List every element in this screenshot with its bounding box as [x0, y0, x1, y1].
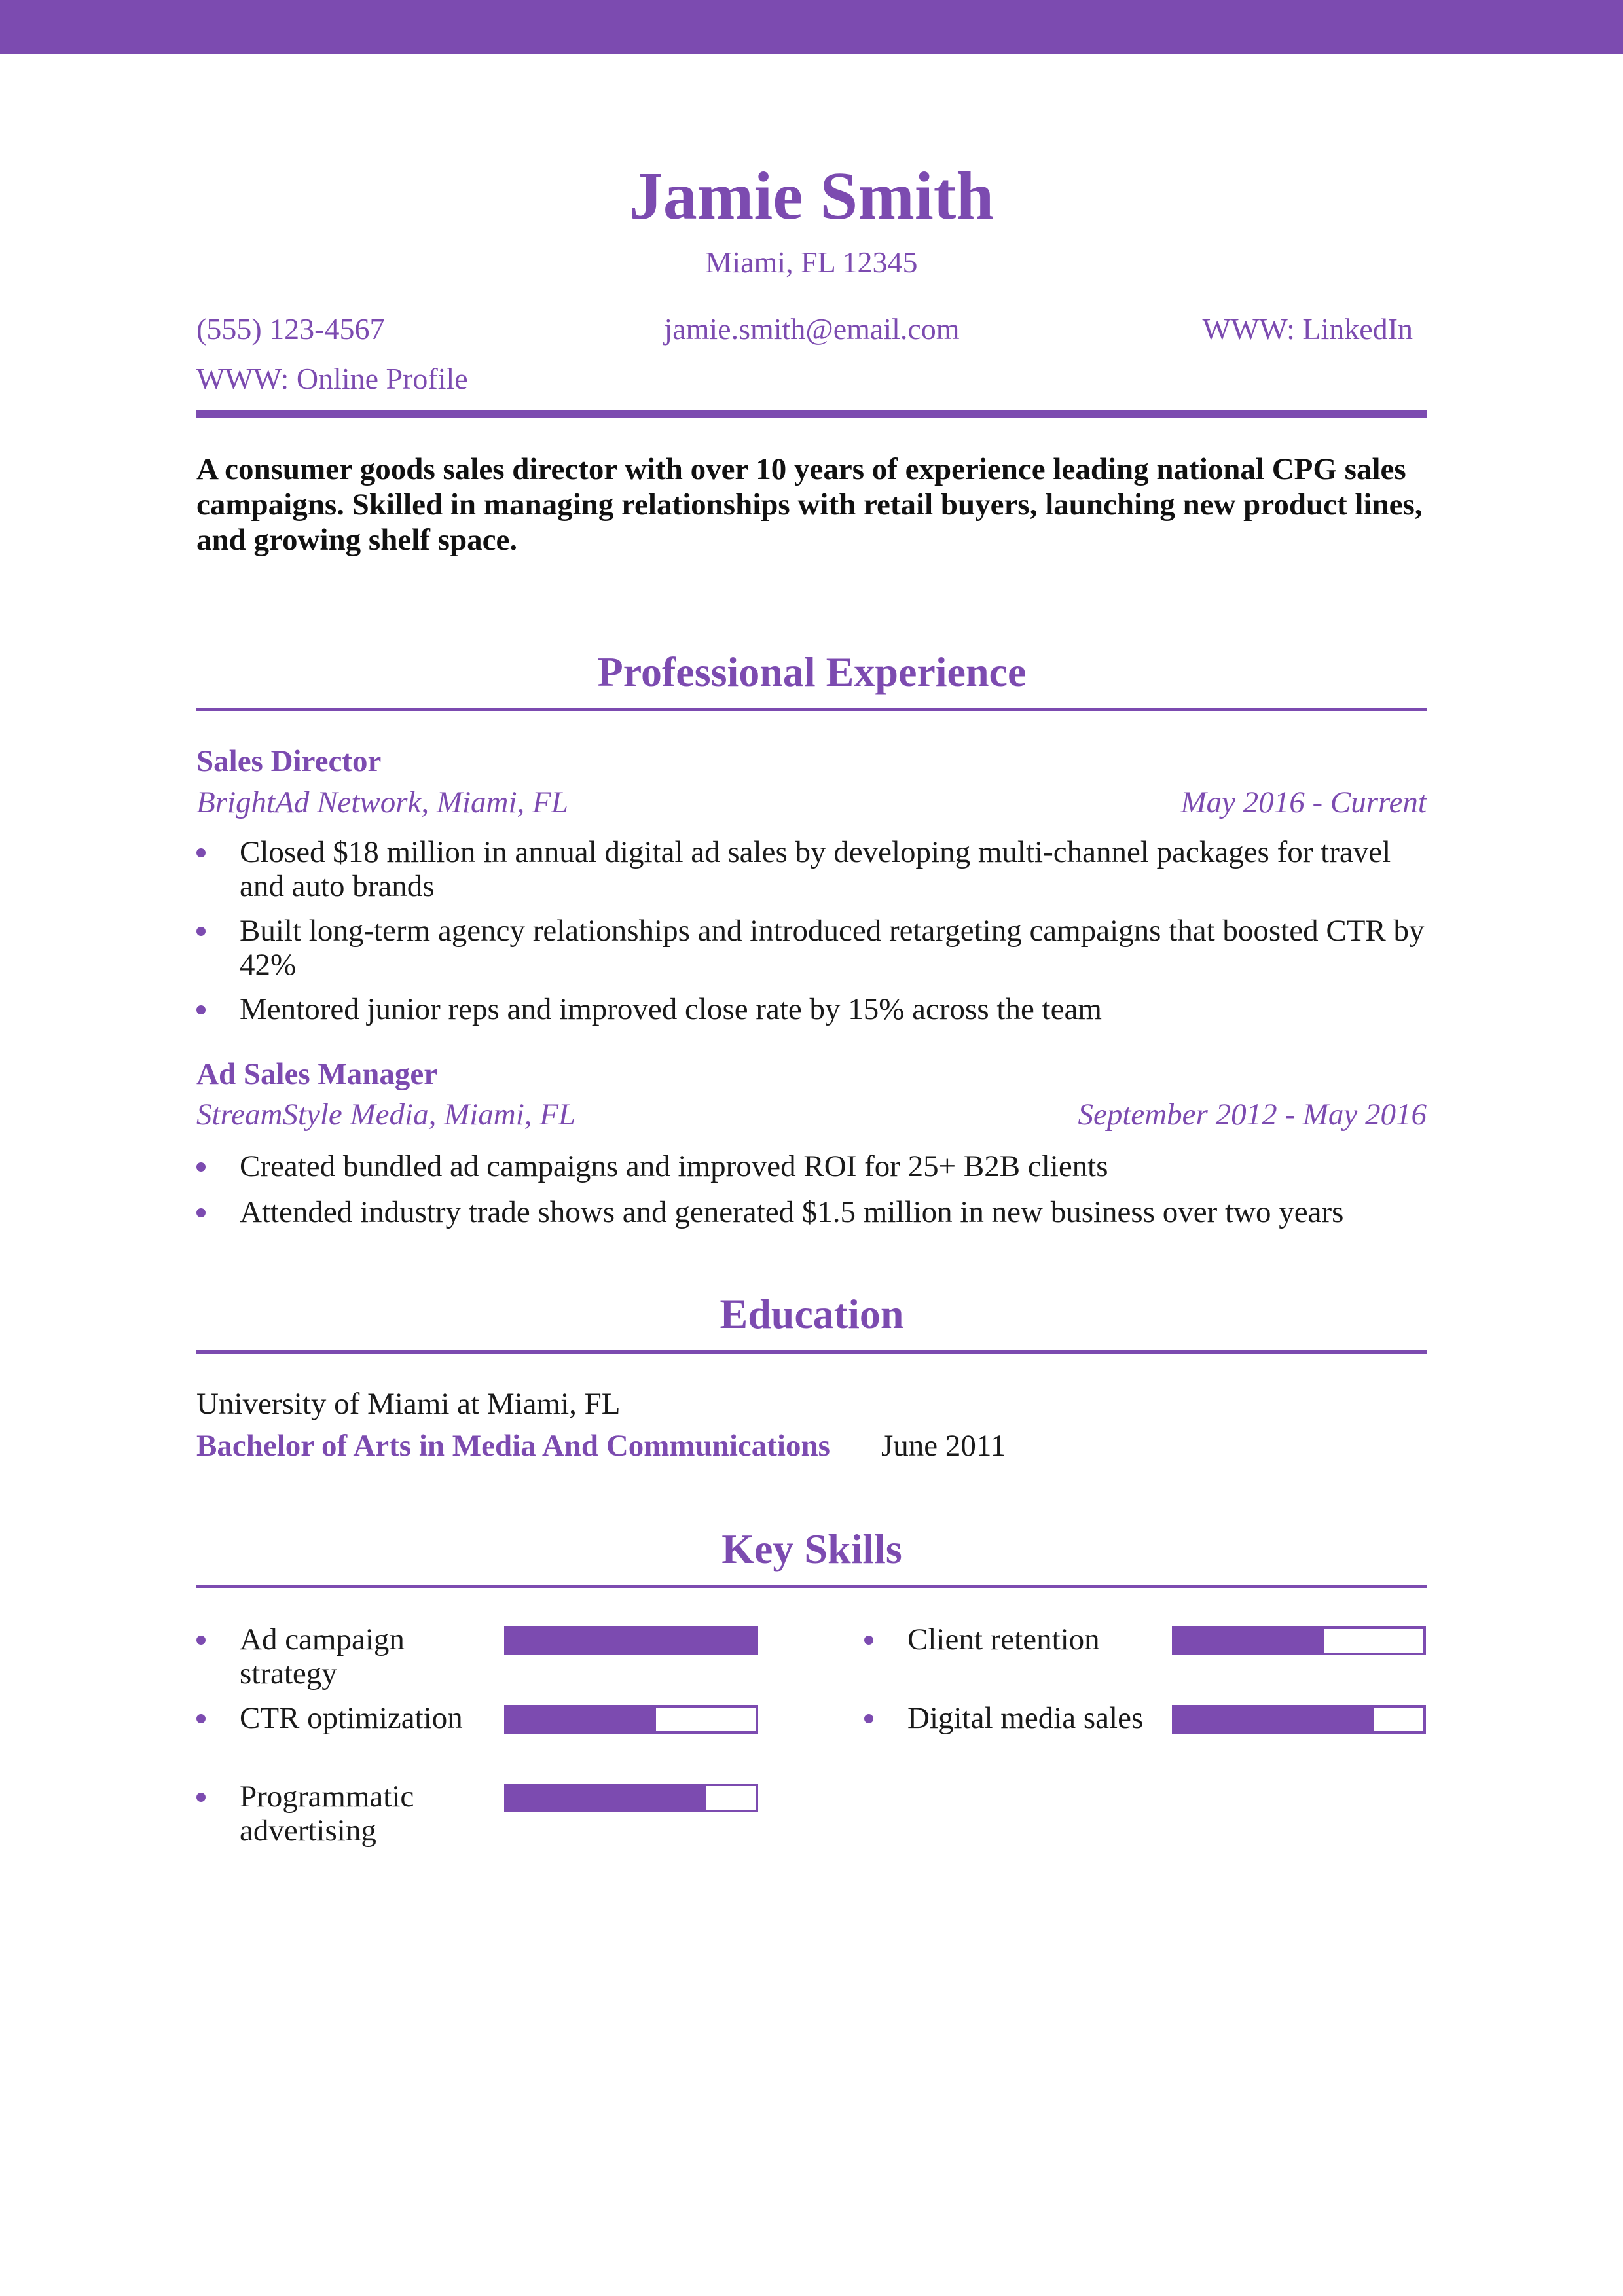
candidate-name: Jamie Smith [629, 158, 994, 234]
skills-divider [196, 1585, 1427, 1588]
bullet-dot-icon [196, 1793, 206, 1802]
education-date: June 2011 [881, 1429, 1006, 1463]
bullet-dot-icon [196, 1208, 206, 1217]
bullet-dot-icon [196, 927, 206, 936]
skill-level-bar [504, 1705, 758, 1734]
skill-level-bar [1172, 1705, 1426, 1734]
skills-section-title: Key Skills [721, 1526, 902, 1572]
job-bullet: Mentored junior reps and improved close rate by 15% across the team [240, 992, 1102, 1026]
bullet-dot-icon [196, 1162, 206, 1172]
job-bullet: Closed $18 million in annual digital ad sales by developing multi-channel packages for travel and auto brands [240, 835, 1391, 903]
bullet-dot-icon [196, 1636, 206, 1645]
education-divider [196, 1350, 1427, 1354]
professional-summary: A consumer goods sales director with over 10 years of experience leading national CPG sales campaigns. Skilled in managing relationships with retail buyers, launching new product lines, and growing shelf space. [196, 452, 1423, 557]
experience-divider [196, 708, 1427, 711]
bullet-dot-icon [196, 1714, 206, 1723]
job-dates: May 2016 - Current [1180, 785, 1427, 819]
bullet-dot-icon [196, 848, 206, 857]
linkedin-link[interactable]: WWW: LinkedIn [1202, 312, 1413, 346]
skill-level-fill [507, 1629, 756, 1653]
experience-section-title: Professional Experience [597, 649, 1027, 695]
skill-level-fill [507, 1708, 656, 1731]
job-dates: September 2012 - May 2016 [1078, 1098, 1427, 1132]
candidate-address: Miami, FL 12345 [705, 245, 918, 279]
job-title: Sales Director [196, 744, 382, 778]
job-title: Ad Sales Manager [196, 1057, 438, 1091]
skill-level-bar [504, 1626, 758, 1655]
phone-number: (555) 123-4567 [196, 312, 385, 346]
job-company: StreamStyle Media, Miami, FL [196, 1098, 576, 1132]
email-link[interactable]: jamie.smith@email.com [664, 312, 960, 346]
education-degree: Bachelor of Arts in Media And Communications [196, 1429, 830, 1463]
skill-label: Client retention [907, 1623, 1100, 1657]
job-bullet: Created bundled ad campaigns and improved ROI for 25+ B2B clients [240, 1149, 1108, 1183]
job-company: BrightAd Network, Miami, FL [196, 785, 568, 819]
skill-level-fill [1175, 1629, 1324, 1653]
header-divider [196, 410, 1427, 418]
skill-level-bar [1172, 1626, 1426, 1655]
education-section-title: Education [720, 1291, 904, 1337]
skill-label: CTR optimization [240, 1701, 463, 1735]
job-bullet: Attended industry trade shows and generated $1.5 million in new business over two years [240, 1195, 1344, 1229]
education-school: University of Miami at Miami, FL [196, 1387, 621, 1421]
skill-label: Ad campaign strategy [240, 1623, 405, 1691]
bullet-dot-icon [196, 1005, 206, 1014]
online-profile-link[interactable]: WWW: Online Profile [196, 362, 468, 395]
skill-label: Programmatic advertising [240, 1780, 414, 1848]
skill-level-fill [1175, 1708, 1374, 1731]
bullet-dot-icon [864, 1636, 873, 1645]
top-accent-bar [0, 0, 1623, 54]
skill-level-bar [504, 1784, 758, 1812]
job-bullet: Built long-term agency relationships and introduced retargeting campaigns that boosted CTR by 42% [240, 914, 1425, 982]
skill-level-fill [507, 1786, 706, 1810]
bullet-dot-icon [864, 1714, 873, 1723]
skill-label: Digital media sales [907, 1701, 1144, 1735]
